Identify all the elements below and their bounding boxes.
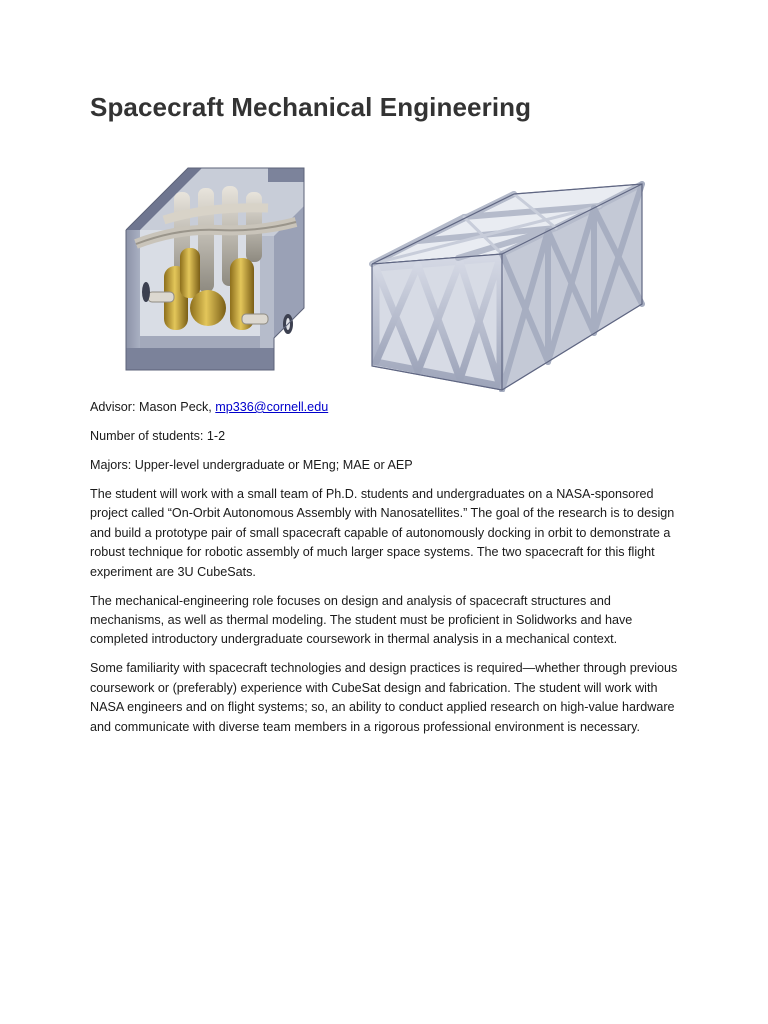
paragraph-requirements: Some familiarity with spacecraft technologies and design practices is required—whether through previous coursework or (preferably) experience with CubeSat design and fabrication. The student will work with NASA engineers and on flight systems; so, an ability to conduct applied research on high-value hardware and communicate with diverse team members in a rigorous professional environment is necessary.: [90, 661, 678, 734]
majors-line: Majors: Upper-level undergraduate or MEng; MAE or AEP: [90, 458, 413, 472]
cubesat-frame-figure: [366, 134, 648, 392]
advisor-label: Advisor: Mason Peck,: [90, 400, 216, 414]
paragraph-project: The student will work with a small team of Ph.D. students and undergraduates on a NASA-sponsored project called “On-Orbit Autonomous Assembly with Nanosatellites.” The goal of the research is to design and build a prototype pair of small spacecraft capable of autonomously docking in orbit to demonstrate a robust technique for robotic assembly of much larger space systems. The two spacecraft for this flight experiment are 3U CubeSats.: [90, 487, 675, 579]
cubesat-3u-frame-cad-render: [366, 134, 648, 392]
cubesat-interior-cad-render: [118, 158, 308, 390]
document-body: [90, 398, 682, 747]
page-title: Spacecraft Mechanical Engineering: [90, 92, 532, 122]
advisor-email-link[interactable]: mp336@cornell.edu: [215, 400, 329, 414]
paragraph-role: The mechanical-engineering role focuses on design and analysis of spacecraft structures and mechanisms, as well as thermal modeling. The student must be proficient in Solidworks and have completed introductory undergraduate coursework in thermal analysis in a mechanical context.: [90, 593, 633, 647]
cubesat-interior-figure: [118, 158, 308, 390]
students-line: Number of students: 1-2: [90, 429, 226, 443]
advisor-line: [90, 398, 682, 417]
